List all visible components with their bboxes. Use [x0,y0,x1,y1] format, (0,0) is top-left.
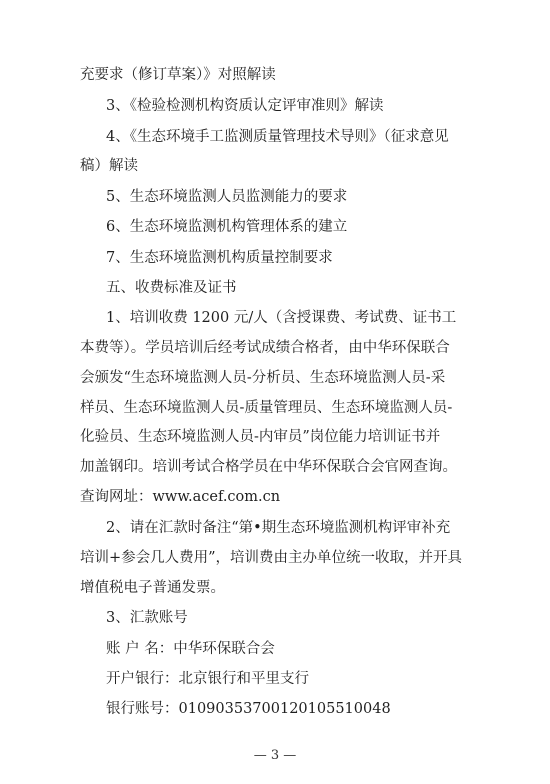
bank-account-line: 银行账号：01090353700120105510048 [106,701,391,717]
page-number: — 3 — [253,748,297,763]
text-line-3: 4、《生态环境手工监测质量管理技术导则》（征求意见 [106,129,449,145]
text-line-16: 2、请在汇款时备注“第•期生态环境监测机构评审补充 [106,520,451,536]
bank-name-line: 开户银行：北京银行和平里支行 [106,671,309,687]
text-line-14: 加盖钢印。培训考试合格学员在中华环保联合会官网查询。 [80,459,457,475]
text-line-2: 3、《检验检测机构资质认定评审准则》解读 [106,98,384,114]
text-line-17: 培训+参会几人费用”，培训费由主办单位统一收取，并开具 [80,550,463,566]
text-line-7: 7、生态环境监测机构质量控制要求 [106,250,333,266]
text-line-19: 3、汇款账号 [106,610,188,626]
text-line-1: 充要求（修订草案）》对照解读 [80,67,276,83]
text-line-10: 本费等）。学员培训后经考试成绩合格者，由中华环保联合 [80,340,450,356]
query-url-line: 查询网址：www.acef.com.cn [80,489,281,505]
account-name-line: 账 户 名：中华环保联合会 [106,641,275,657]
text-line-11: 会颁发“生态环境监测人员-分析员、生态环境监测人员-采 [80,370,446,386]
text-line-18: 增值税电子普通发票。 [80,580,225,596]
text-line-13: 化验员、生态环境监测人员-内审员”岗位能力培训证书并 [80,429,441,445]
text-line-5: 5、生态环境监测人员监测能力的要求 [106,189,348,205]
text-line-6: 6、生态环境监测机构管理体系的建立 [106,219,348,235]
text-line-12: 样员、生态环境监测人员-质量管理员、生态环境监测人员- [80,400,453,416]
section-heading: 五、收费标准及证书 [106,280,237,296]
text-line-4: 稿）解读 [80,158,138,174]
text-line-9: 1、培训收费 1200 元/人（含授课费、考试费、证书工 [106,310,457,326]
